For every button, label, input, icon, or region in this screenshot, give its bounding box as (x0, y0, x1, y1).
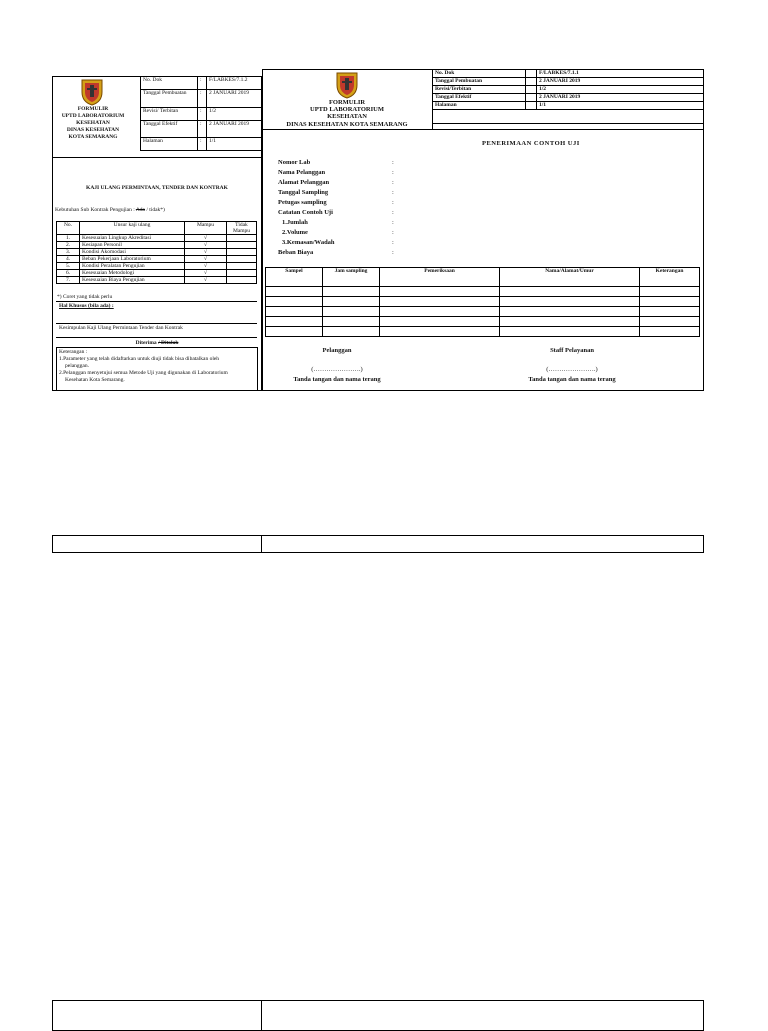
empty-bar-1 (52, 535, 704, 553)
keterangan-2a: 2.Pelanggan menyetujui semua Metode Uji yang digunakan di Laboratorium (59, 370, 228, 376)
doc-info-value: 1/2 (537, 86, 704, 94)
decision-line (52, 340, 262, 346)
doc-info-label: Halaman (433, 102, 526, 110)
hal-khusus-label: Hal Khusus (bila ada) : (59, 303, 114, 309)
left-doc-info-table: No. Dok : F/LABKES/7.1.2 Tanggal Pembuatan : 2 JANUARI 2019 Revisi/ Terbitan : 1/2 Tanggal Efektif : 2 JANUARI 2019 Halaman : 1/1 (140, 76, 262, 151)
staff-label: Staff Pelayanan (550, 347, 594, 354)
right-org-name-3: DINAS KESEHATAN KOTA SEMARANG (286, 121, 408, 128)
table-row (266, 287, 700, 297)
field-label: Beban Biaya (278, 249, 314, 256)
review-header-no: No. (57, 222, 80, 235)
doc-info-value: F/LABKES/7.1.1 (537, 70, 704, 78)
keterangan-title: Keterangan : (59, 349, 88, 355)
field-label: Tanggal Sampling (278, 189, 329, 196)
footnote: *) Coret yang tidak perlu (57, 294, 113, 300)
keterangan-2b: Kesehatan Kota Semarang. (65, 377, 125, 383)
field-colon: : (392, 209, 394, 216)
left-form-title: KAJI ULANG PERMINTAAN, TENDER DAN KONTRAK (86, 185, 228, 191)
kesimpulan-label: Kesimpulan Kaji Ulang Permintaan Tender dan Kontrak (59, 325, 183, 331)
keterangan-1a: 1.Parameter yang telah didaftarkan untuk diuji tidak bisa dibatalkan oleh (59, 356, 220, 362)
field-colon: : (392, 159, 394, 166)
doc-info-value: 2 JANUARI 2019 (537, 78, 704, 86)
subkontrak-line (55, 207, 165, 213)
right-org-title: FORMULIR (328, 99, 366, 106)
review-header-tidak: Tidak Mampu (227, 222, 257, 235)
sample-header: Keterangan (640, 268, 700, 287)
right-org-name-1: UPTD LABORATORIUM (310, 106, 384, 113)
field-label: Catatan Contoh Uji (278, 209, 333, 216)
right-form-title: PENERIMAAN CONTOH UJI (482, 140, 580, 147)
doc-info-value: 1/1 (537, 102, 704, 110)
doc-info-label: Halaman (141, 138, 198, 151)
signature-dots-right: (………………….) (546, 366, 598, 373)
field-colon: : (392, 169, 394, 176)
review-table (56, 221, 257, 284)
sample-header: Nama/Alamat/Umur (500, 268, 640, 287)
field-label: Petugas sampling (278, 199, 327, 206)
left-form (52, 69, 262, 391)
doc-info-label: No. Dok (141, 77, 198, 90)
table-row: 6. Kesesuaian Metodologi √ (57, 270, 257, 277)
table-row: 4. Beban Pekerjaan Laboratorium √ (57, 256, 257, 263)
doc-info-value: 1/1 (207, 138, 262, 151)
field-label: Nama Pelanggan (278, 169, 326, 176)
table-row (266, 297, 700, 307)
doc-info-value: F/LABKES/7.1.2 (207, 77, 262, 90)
doc-info-value: 2 JANUARI 2019 (207, 90, 262, 108)
doc-info-value: 2 JANUARI 2019 (207, 121, 262, 138)
subkontrak-strike: Ada (135, 207, 145, 213)
field-label: Nomor Lab (278, 159, 311, 166)
field-label: 3.Kemasan/Wadah (282, 239, 335, 246)
right-form (262, 69, 704, 391)
field-label: Alamat Pelanggan (278, 179, 330, 186)
field-label: 1.Jumlah (282, 219, 308, 226)
table-row (266, 317, 700, 327)
signature-dots-left: (………………….) (311, 366, 363, 373)
sample-header: Sampel (266, 268, 323, 287)
sample-header: Pemeriksaan (380, 268, 500, 287)
doc-info-label: Revisi/Terbitan (433, 86, 526, 94)
ditolak-label: / Ditolak (158, 340, 179, 346)
sample-header: Jam sampling (323, 268, 380, 287)
left-org-name-1: UPTD LABORATORIUM (61, 113, 125, 119)
doc-info-label: Revisi/ Terbitan (141, 108, 198, 121)
sign-caption-right: Tanda tangan dan nama terang (528, 376, 616, 383)
doc-info-label: Tanggal Pembuatan (433, 78, 526, 86)
city-emblem-icon (334, 71, 360, 99)
sign-caption-left: Tanda tangan dan nama terang (293, 376, 381, 383)
doc-info-label: Tanggal Efektif (433, 94, 526, 102)
keterangan-1b: pelanggan. (65, 363, 89, 369)
left-org-name-2: KESEHATAN (76, 120, 110, 126)
table-row (266, 307, 700, 317)
left-org-name-3: DINAS KESEHATAN (66, 127, 120, 133)
field-colon: : (392, 239, 394, 246)
subkontrak-prefix: Kebutuhan Sub Kontrak Pengujian : (55, 207, 135, 213)
review-header-mampu: Mampu (185, 222, 227, 235)
field-colon: : (392, 199, 394, 206)
table-row (266, 327, 700, 337)
city-emblem-icon (80, 78, 104, 106)
doc-info-value: 2 JANUARI 2019 (537, 94, 704, 102)
field-colon: : (392, 229, 394, 236)
sample-table (265, 267, 700, 337)
left-org-title: FORMULIR (77, 106, 109, 112)
diterima-label: Diterima (135, 340, 157, 346)
table-row: 7. Kesesuaian Biaya Pengujian √ (57, 277, 257, 284)
field-colon: : (392, 249, 394, 256)
right-doc-info-table (432, 69, 704, 124)
table-row: 1. Kesesuaian Lingkup Akreditasi √ (57, 235, 257, 242)
field-label: 2.Volume (282, 229, 308, 236)
empty-bar-2 (52, 1000, 704, 1031)
table-row: 2. Kesiapan Personil √ (57, 242, 257, 249)
field-colon: : (392, 179, 394, 186)
doc-info-value: 1/2 (207, 108, 262, 121)
pelanggan-label: Pelanggan (322, 347, 352, 354)
table-row: 5. Kondisi Peralatan Pengujian √ (57, 263, 257, 270)
doc-info-label: Tanggal Efektif (141, 121, 198, 138)
subkontrak-suffix: / tidak*) (146, 207, 165, 213)
field-colon: : (392, 189, 394, 196)
review-header-item: Unsur kaji ulang (80, 222, 185, 235)
field-colon: : (392, 219, 394, 226)
doc-info-label: No. Dok (433, 70, 526, 78)
table-row: 3. Kondisi Akomodasi √ (57, 249, 257, 256)
left-org-name-4: KOTA SEMARANG (68, 134, 118, 140)
doc-info-label: Tanggal Pembuatan (141, 90, 198, 108)
right-org-name-2: KESEHATAN (327, 113, 367, 120)
